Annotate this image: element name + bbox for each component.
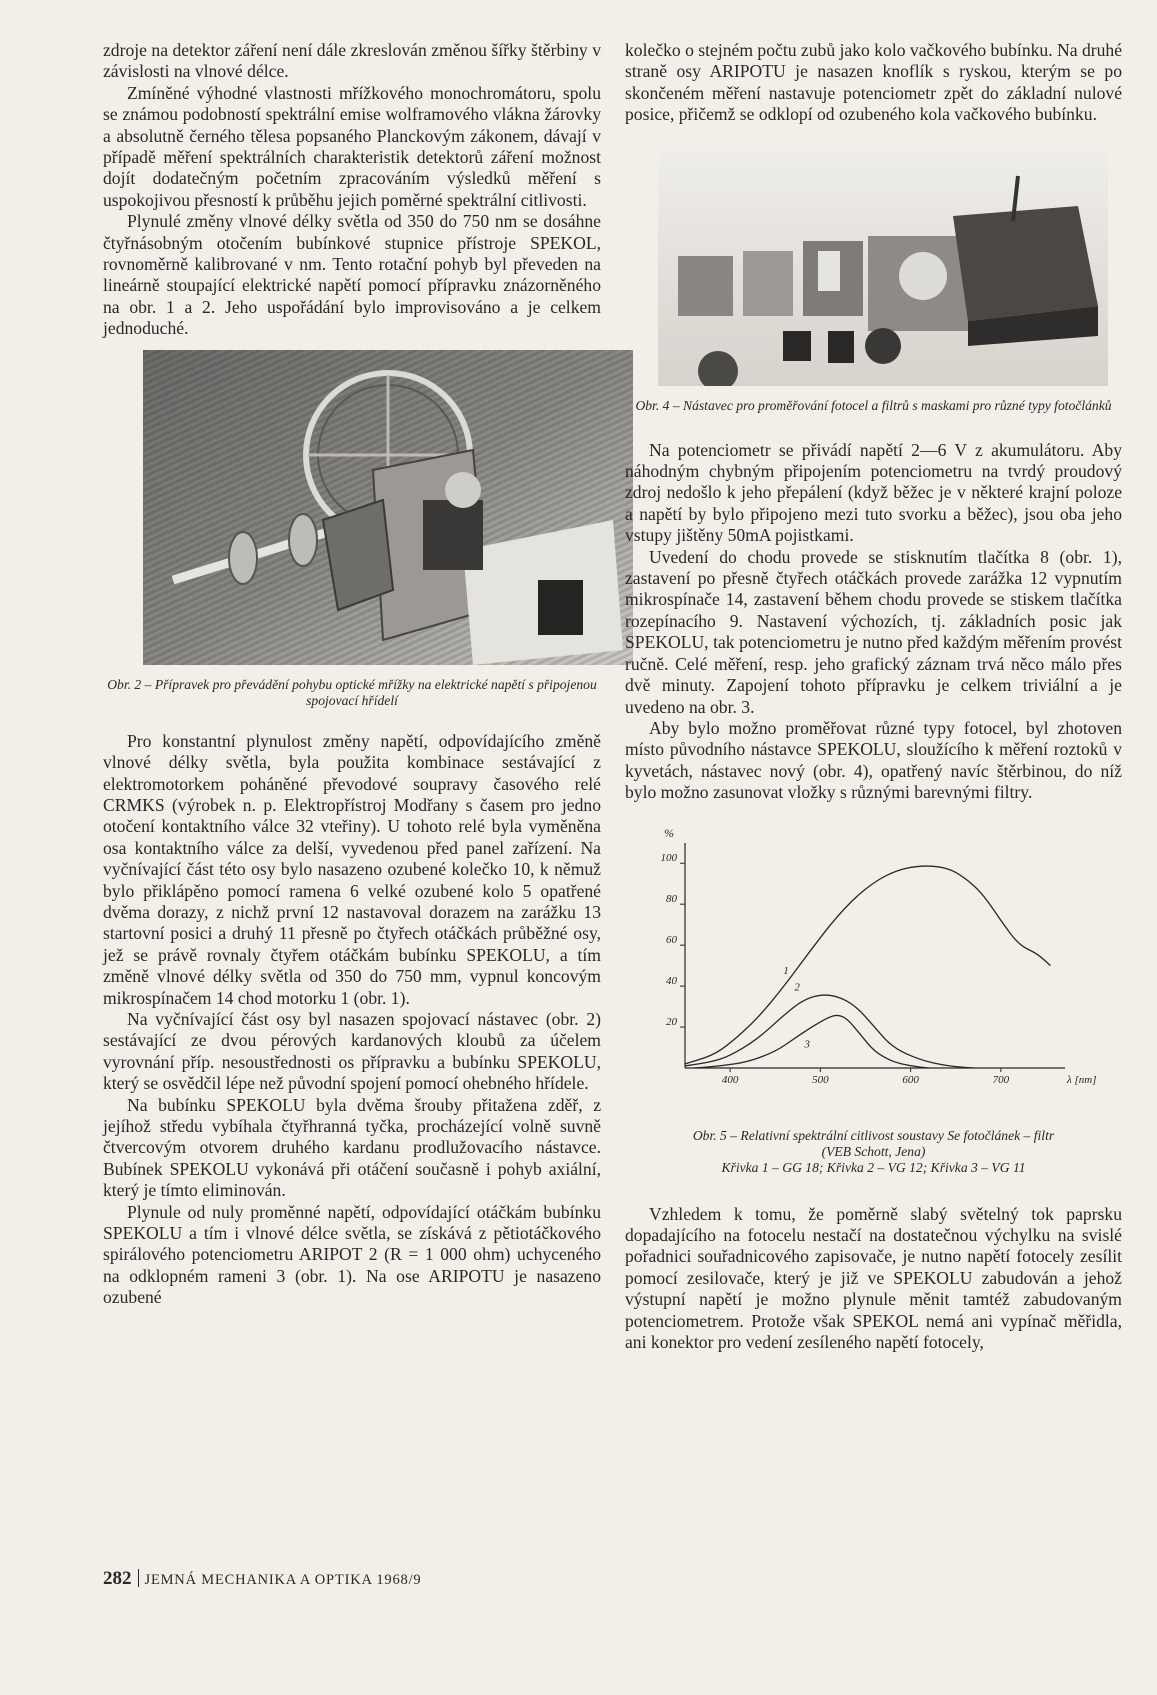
- paragraph: Plynule od nuly proměnné napětí, odpovídající otáčkám bubínku SPEKOLU a tím i vlnové délce světla, se získává z pětiotáčkového spirálového potenciometru ARIPOT 2 (R = 1 000 ohm) uchyceného na odklopném rameni 3 (obr. 1). Na ose ARIPOTU je nasazeno ozubené: [103, 1201, 601, 1308]
- figure-4-photo: [658, 146, 1108, 386]
- paragraph: Na potenciometr se přivádí napětí 2—6 V z akumulátoru. Aby náhodným chybným připojením potenciometru na tvrdý proudový zdroj nedošlo k jeho přepálení (když běžec je v některé krajní poloze a napětí by bylo připojeno mezi tuto svorku a běžec), jsou oba jeho vstupy jištěny 50mA pojistkami.: [625, 439, 1122, 546]
- figure-label: Obr. 4 –: [635, 397, 680, 413]
- spectral-sensitivity-chart: [625, 818, 1122, 1148]
- y-tick-label: 100: [660, 851, 677, 864]
- x-axis-label: λ [nm]: [1067, 1073, 1097, 1086]
- paragraph: Uvedení do chodu provede se stisknutím tlačítka 8 (obr. 1), zastavení po přesně čtyřech otáčkách provede zarážka 12 vypnutím mikrospínače 14, zastavení během chodu provede se stiskem tlačítka rozepínacího 9. Nastavení výchozích, tj. základních posic jak SPEKOLU, tak potenciometru je nutno před každým měřením provést ručně. Celé měření, resp. jeho grafický záznam trvá něco málo přes dvě minuty. Zapojení tohoto přípravku je celkem triviální a je uvedeno na obr. 3.: [625, 546, 1122, 717]
- paragraph: zdroje na detektor záření není dále zkreslován změnou šířky štěrbiny v závislosti na vlnové délce.: [103, 40, 601, 82]
- figure-4: [625, 146, 1122, 414]
- caption-line: Obr. 5 – Relativní spektrální citlivost soustavy Se fotočlánek – filtr: [692, 1127, 1055, 1143]
- figure-label: Obr. 2 –: [107, 676, 152, 692]
- chart-svg: [625, 818, 1122, 1118]
- paragraph: Zmíněné výhodné vlastnosti mřížkového monochromátoru, spolu se známou podobností spektrální emise wolframového vlákna žárovky a absolutně černého tělesa popsaného Planckovým zákonem, dávají v případě měření spektrálních charakteristik detektorů záření možnost dojít dodatečným početním zpracováním výsledků měření s uspokojivou přesností k průběhu jejich poměrné spektrální citlivosti.: [103, 82, 601, 210]
- y-tick-label: 80: [666, 892, 677, 905]
- x-tick-label: 700: [992, 1073, 1010, 1086]
- figure-2-caption: [103, 677, 601, 709]
- page-number: 282: [103, 1568, 132, 1589]
- paragraph: Vzhledem k tomu, že poměrně slabý světelný tok paprsku dopadajícího na fotocelu nestačí na dostatečnou výchylku na svislé pořadnici souřadnicového zapisovače, je nutno napětí fotocely zesílit pomocí zesilovače, který je již ve SPEKOLU zabudován a jehož výstupní napětí je možno plynule měnit tamtéž zabudovaným potenciometrem. Protože však SPEKOL nemá ani vypínač měřidla, ani konektor pro vedení zesíleného napětí fotocely,: [625, 1203, 1122, 1352]
- paragraph: Na bubínku SPEKOLU byla dvěma šrouby přitažena zděř, z jejíhož středu vybíhala čtyřhranná tyčka, procházející volně suvně čtvercovým otvorem druhého kardanu prodlužovacího nástavce. Bubínek SPEKOLU vykonává při otáčení současně i pohyb axiální, který je tímto eliminován.: [103, 1094, 601, 1201]
- footer-divider: [138, 1569, 139, 1587]
- left-column: [103, 40, 601, 1309]
- right-column: [625, 40, 1122, 1353]
- y-tick-label: 60: [666, 933, 677, 946]
- figure-5: [625, 818, 1122, 1176]
- y-tick-label: 40: [666, 974, 677, 987]
- y-tick-label: 20: [666, 1015, 677, 1028]
- caption-text: Nástavec pro proměřování fotocel a filtrů s maskami pro různé typy fotočlánků: [683, 397, 1112, 413]
- paragraph: Pro konstantní plynulost změny napětí, odpovídajícího změně vlnové délky světla, byla použita kombinace sestávající z elektromotorkem poháněné převodové soupravy časového relé CRMKS (výrobek n. p. Elektropřístroj Modřany s časem pro jedno otočení kontaktního válce 32 vteřiny). U tohoto relé byla vyměněna osa kontaktního válce za delší, vyvedenou před panel zařízení. Na vyčnívající část této osy bylo nasazeno ozubené kolečko 10, k němuž bylo přiklápěno pomocí ramena 6 velké ozubené kolo 5 opatřené dvěma dorazy, z nichž první 12 nastavoval dorazem na zarážku 13 startovní posici a druhý 11 přesně po čtyřech otáčkách průběžné osy, jež se právě rovnaly čtyřem otáčkám bubínku SPEKOLU, a tím změně vlnové délky světla od 350 do 750 mm, vypnul koncovým mikrospínačem 14 chod motorku 1 (obr. 1).: [103, 730, 601, 1008]
- figure-4-caption: [625, 398, 1122, 414]
- x-tick-label: 500: [812, 1073, 829, 1086]
- paragraph: kolečko o stejném počtu zubů jako kolo vačkového bubínku. Na druhé straně osy ARIPOTU je nasazen knoflík s ryskou, kterým se po skončeném měření nastavuje potenciometr zpět do základní nulové posice, přičemž se odklopí od ozubeného kola vačkového bubínku.: [625, 40, 1122, 125]
- caption-line: Křivka 1 – GG 18; Křivka 2 – VG 12; Křivka 3 – VG 11: [721, 1159, 1026, 1175]
- figure-2-photo: [143, 350, 633, 665]
- series-line-3: [694, 1015, 929, 1068]
- series-label-1: 1: [783, 964, 789, 977]
- series-line-2: [685, 995, 974, 1068]
- paragraph: Na vyčnívající část osy byl nasazen spojovací nástavec (obr. 2) sestávající ze dvou pérových kardanových kloubů za účelem vyrovnání příp. nesoustřednosti os přípravku a bubínku SPEKOLU, který se osvědčil lépe než původní spojení pomocí ohebného hřídele.: [103, 1008, 601, 1094]
- series-line-1: [685, 866, 1050, 1064]
- paragraph: Plynulé změny vlnové délky světla od 350 do 750 nm se dosáhne čtyřnásobným otočením bubínkové stupnice přístroje SPEKOL, rovnoměrně kalibrované v nm. Tento rotační pohyb byl převeden na lineárně stoupající elektrické napětí pomocí přípravku znázorněného na obr. 1 a 2. Jeho uspořádání bylo improvisováno a je celkem jednoduché.: [103, 211, 601, 339]
- page-footer: [103, 1568, 421, 1590]
- caption-line: (VEB Schott, Jena): [821, 1143, 926, 1159]
- series-label-3: 3: [804, 1038, 810, 1051]
- caption-text: Přípravek pro převádění pohybu optické mřížky na elektrické napětí s připojenou spojovací hřídelí: [154, 676, 597, 708]
- paragraph: Aby bylo možno proměřovat různé typy fotocel, byl zhotoven místo původního nástavce SPEKOLU, sloužícího k měření roztoků v kyvetách, nástavec nový (obr. 4), opatřený navíc štěrbinou, do níž bylo možno zasunovat vložky s různými barevnými filtry.: [625, 717, 1122, 803]
- journal-title: JEMNÁ MECHANIKA A OPTIKA 1968/9: [144, 1572, 422, 1588]
- x-tick-label: 400: [721, 1073, 739, 1086]
- x-tick-label: 600: [902, 1073, 919, 1086]
- series-label-2: 2: [794, 980, 800, 993]
- y-axis-label: %: [664, 825, 674, 840]
- figure-2: [103, 350, 601, 709]
